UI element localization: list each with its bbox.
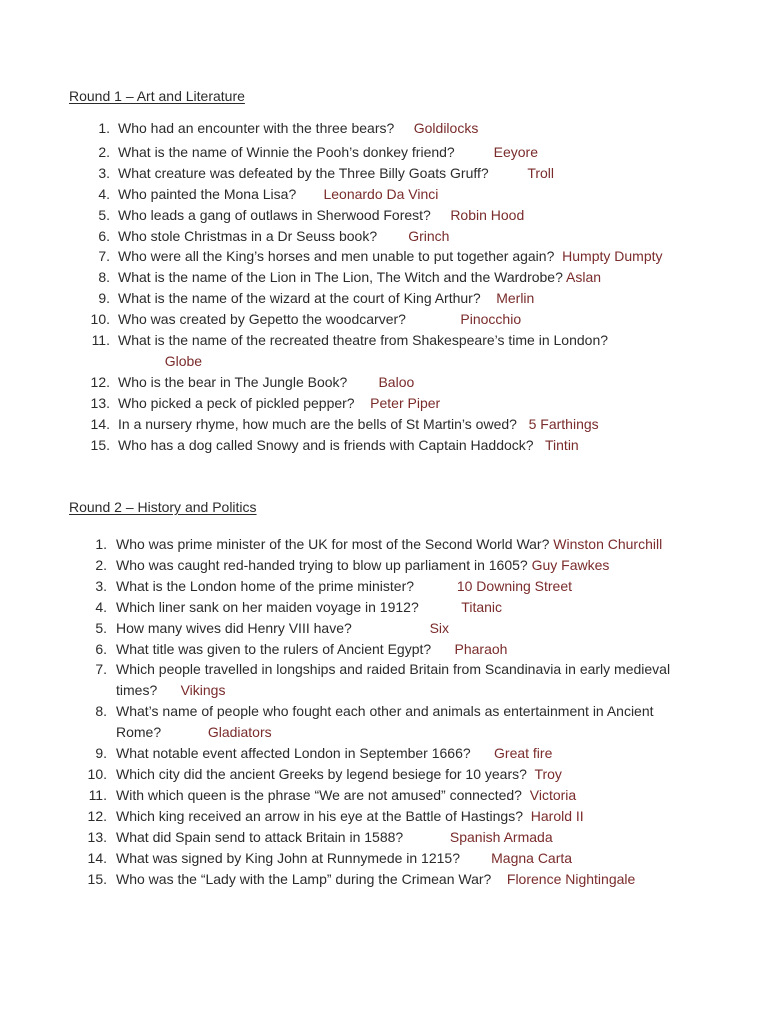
answer-text: Guy Fawkes <box>531 556 610 573</box>
question-number: 12. <box>87 807 107 824</box>
answer-gap <box>347 374 378 390</box>
question-number: 5. <box>95 619 107 636</box>
answer-text: Pinocchio <box>460 311 522 328</box>
answer-gap <box>455 144 494 160</box>
question-item <box>0 184 768 205</box>
question-text: How many wives did Henry VIII have? <box>116 619 352 636</box>
answer-gap <box>419 599 462 615</box>
answer-text: Grinch <box>408 227 450 244</box>
question-number: 11. <box>91 332 110 349</box>
question-text: In a nursery rhyme, how much are the bells of St Martin’s owed? <box>118 415 517 432</box>
question-text: Which king received an arrow in his eye at the Battle of Hastings? <box>116 807 523 824</box>
question-number: 9. <box>98 290 110 307</box>
answer-gap <box>481 290 497 306</box>
answer-gap <box>352 620 430 636</box>
answer-gap <box>431 207 450 223</box>
answer-gap <box>491 871 507 887</box>
question-text: What was signed by King John at Runnymede in 1215? <box>116 849 460 866</box>
answer-gap <box>161 724 208 740</box>
question-text: Who painted the Mona Lisa? <box>118 185 297 202</box>
answer-gap <box>431 641 454 657</box>
question-item <box>0 827 768 848</box>
question-number: 6. <box>98 227 110 244</box>
question-text: What is the name of the wizard at the court of King Arthur? <box>118 290 481 307</box>
answer-text: Troll <box>527 164 555 181</box>
question-number: 7. <box>95 661 107 678</box>
answer-gap <box>471 745 494 761</box>
question-number: 4. <box>95 598 107 615</box>
question-text: With which queen is the phrase “We are not amused” connected? <box>116 786 522 803</box>
answer-gap <box>403 829 450 845</box>
question-text: Who stole Christmas in a Dr Seuss book? <box>118 227 378 244</box>
answer-gap <box>394 120 413 136</box>
question-number: 8. <box>98 269 110 286</box>
question-text: Who has a dog called Snowy and is friends with Captain Haddock? <box>118 436 534 453</box>
answer-gap <box>296 186 323 202</box>
question-number: 10. <box>90 311 110 328</box>
answer-text: Victoria <box>529 786 577 803</box>
question-text: What notable event affected London in September 1666? <box>116 745 471 762</box>
answer-gap <box>157 682 180 698</box>
answer-text: Titanic <box>461 598 503 615</box>
answer-text: Aslan <box>566 269 602 286</box>
answer-text: Robin Hood <box>450 206 525 223</box>
answer-gap <box>406 311 460 327</box>
answer-text: Leonardo Da Vinci <box>323 185 439 202</box>
question-item <box>0 785 768 806</box>
question-text: What title was given to the rulers of Ancient Egypt? <box>116 640 432 657</box>
question-number: 2. <box>95 556 107 573</box>
answer-text: 10 Downing Street <box>456 577 573 594</box>
question-item <box>0 267 768 288</box>
round-1-heading: Round 1 – Art and Literature <box>69 88 245 104</box>
question-item <box>0 743 768 764</box>
answer-gap <box>460 850 491 866</box>
answer-text: Six <box>429 619 450 636</box>
question-item <box>0 435 768 456</box>
answer-text: Troy <box>534 765 562 782</box>
question-number: 3. <box>95 577 107 594</box>
question-item <box>0 848 768 869</box>
answer-text: Peter Piper <box>370 394 441 411</box>
question-text: Who is the bear in The Jungle Book? <box>118 373 348 390</box>
question-item <box>0 414 768 435</box>
answer-text: Pharaoh <box>454 640 508 657</box>
answer-text: Gladiators <box>207 724 272 741</box>
question-text: Who had an encounter with the three bears? <box>118 120 395 136</box>
answer-gap <box>534 437 545 453</box>
question-number: 15. <box>90 436 110 453</box>
question-number: 6. <box>95 640 107 657</box>
question-text: What is the name of the Lion in The Lion, The Witch and the Wardrobe? <box>118 269 563 286</box>
question-item <box>0 534 768 555</box>
answer-gap <box>414 578 457 594</box>
answer-text: Harold II <box>530 807 584 824</box>
answer-text: Humpty Dumpty <box>562 248 663 265</box>
question-number: 15. <box>87 870 107 887</box>
question-item <box>0 163 768 184</box>
question-text: What is the name of Winnie the Pooh’s donkey friend? <box>118 143 455 160</box>
answer-text: Merlin <box>496 290 535 307</box>
answer-gap <box>118 353 165 369</box>
question-item <box>0 806 768 827</box>
question-number: 4. <box>98 185 110 202</box>
question-item <box>0 701 768 743</box>
question-number: 5. <box>98 206 110 223</box>
answer-text: Goldilocks <box>413 120 479 136</box>
question-number: 13. <box>90 394 110 411</box>
answer-text: Spanish Armada <box>449 828 553 845</box>
question-text: Who were all the King’s horses and men unable to put together again? <box>118 248 555 265</box>
question-item <box>0 869 768 890</box>
question-number: 8. <box>95 703 107 720</box>
answer-text: Tintin <box>545 436 579 453</box>
answer-gap <box>355 395 371 411</box>
question-text: What is the London home of the prime minister? <box>116 577 415 594</box>
question-item <box>0 372 768 393</box>
question-number: 14. <box>90 415 110 432</box>
question-number: 3. <box>98 164 110 181</box>
question-text: Which people travelled in longships and raided Britain from Scandinavia in early medieval times? <box>116 661 671 699</box>
question-item <box>0 576 768 597</box>
answer-gap <box>377 228 408 244</box>
question-item <box>0 118 768 139</box>
answer-text: Eeyore <box>493 143 538 160</box>
question-item <box>0 205 768 226</box>
question-number: 2. <box>98 143 110 160</box>
question-item <box>0 393 768 414</box>
answer-text: Vikings <box>180 682 226 699</box>
question-item <box>0 597 768 618</box>
answer-text: Baloo <box>378 373 415 390</box>
answer-gap <box>522 787 530 803</box>
question-text: Who was the “Lady with the Lamp” during the Crimean War? <box>116 870 492 887</box>
question-text: Which liner sank on her maiden voyage in 1912? <box>116 598 419 615</box>
question-item <box>0 618 768 639</box>
question-text: Who was created by Gepetto the woodcarver? <box>118 311 406 328</box>
round-1-question-list <box>0 118 768 456</box>
question-text: Who picked a peck of pickled pepper? <box>118 394 355 411</box>
question-text: What’s name of people who fought each other and animals as entertainment in Ancient Rome? <box>116 703 654 741</box>
question-text: What did Spain send to attack Britain in 1588? <box>116 828 404 845</box>
question-item <box>0 142 768 163</box>
question-text: Who was prime minister of the UK for most of the Second World War? <box>116 536 550 552</box>
answer-text: Winston Churchill <box>553 536 663 552</box>
question-number: 11. <box>88 786 107 803</box>
question-number: 12. <box>90 373 110 390</box>
question-item <box>0 288 768 309</box>
question-item <box>0 226 768 247</box>
round-2-heading: Round 2 – History and Politics <box>69 499 257 515</box>
question-item <box>0 330 768 372</box>
question-text: What is the name of the recreated theatre from Shakespeare’s time in London? <box>118 332 609 349</box>
question-text: Who leads a gang of outlaws in Sherwood Forest? <box>118 206 431 223</box>
question-number: 14. <box>87 849 107 866</box>
question-text: What creature was defeated by the Three Billy Goats Gruff? <box>118 164 489 181</box>
answer-text: 5 Farthings <box>528 415 599 432</box>
question-number: 7. <box>98 248 110 265</box>
question-number: 10. <box>87 765 107 782</box>
answer-text: Florence Nightingale <box>506 870 636 887</box>
question-item <box>0 309 768 330</box>
answer-gap <box>517 416 529 432</box>
question-number: 1. <box>95 536 107 552</box>
question-number: 9. <box>95 745 107 762</box>
answer-gap <box>523 808 531 824</box>
answer-gap <box>489 165 528 181</box>
question-item <box>0 555 768 576</box>
question-item <box>0 764 768 785</box>
answer-text: Magna Carta <box>491 849 573 866</box>
round-2-question-list <box>0 534 768 889</box>
question-item <box>0 659 768 701</box>
answer-gap <box>554 248 562 264</box>
question-text: Who was caught red-handed trying to blow up parliament in 1605? <box>116 556 528 573</box>
question-number: 13. <box>87 828 107 845</box>
question-number: 1. <box>98 120 110 136</box>
answer-text: Great fire <box>494 745 553 762</box>
question-text: Which city did the ancient Greeks by legend besiege for 10 years? <box>116 765 527 782</box>
question-item <box>0 246 768 267</box>
question-item <box>0 639 768 660</box>
answer-text: Globe <box>164 352 203 369</box>
